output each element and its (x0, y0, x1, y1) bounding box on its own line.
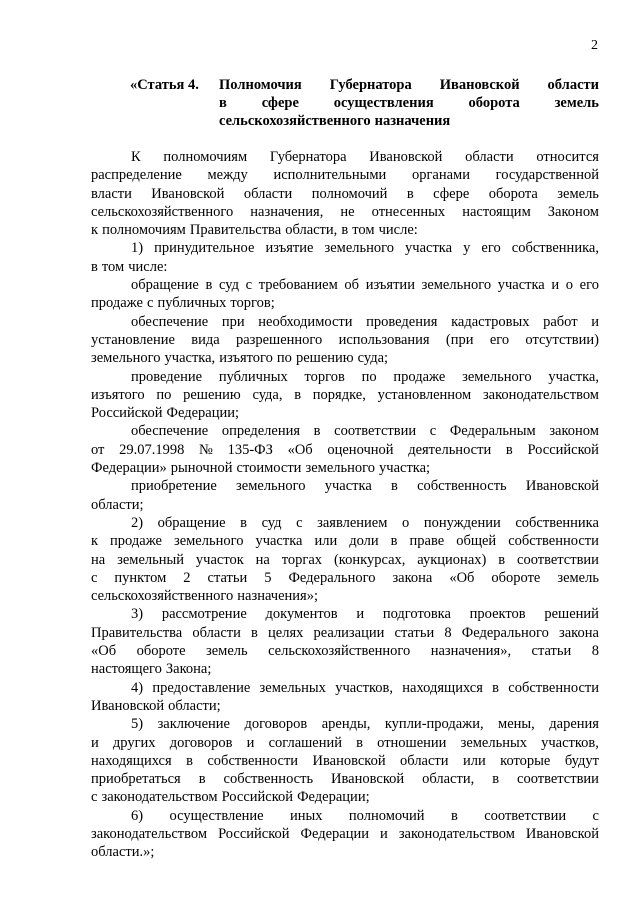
text-line: обеспечение определения в соответствии с Федеральным законом (131, 423, 599, 440)
text-line: распределение между исполнительными органами государственной (91, 167, 599, 184)
text-line: от 29.07.1998 № 135-ФЗ «Об оценочной деятельности в Российской (91, 441, 599, 458)
text-line: власти Ивановской области полномочий в сфере оборота земель (91, 185, 599, 202)
text-line: установление вида разрешенного использования (при его отсутствии) (91, 331, 599, 348)
text-line: 3) рассмотрение документов и подготовка проектов решений (131, 606, 599, 623)
text-line: к продаже земельного участка или доли в праве общей собственности (91, 533, 599, 550)
text-line: в том числе: (91, 258, 168, 275)
text-line: сельскохозяйственного назначения, не отнесенных настоящим Законом (91, 203, 599, 220)
article-label: «Статья 4. (130, 77, 199, 93)
paragraph (91, 313, 599, 368)
text-line: 1) принудительное изъятие земельного участка у его собственника, (131, 240, 599, 257)
paragraph (91, 679, 599, 716)
text-line: находящихся в собственности Ивановской области или которые будут (91, 752, 599, 769)
page-number: 2 (591, 38, 598, 53)
paragraph (91, 514, 599, 605)
paragraph (91, 807, 599, 862)
text-line: К полномочиям Губернатора Ивановской области относится (131, 149, 599, 165)
paragraph (91, 477, 599, 514)
paragraph (91, 276, 599, 313)
article-title-line: в сфере осуществления оборота земель (219, 95, 599, 111)
text-line: 6) осуществление иных полномочий в соответствии с (131, 807, 599, 824)
text-line: «Об обороте земель сельскохозяйственного назначения», статьи 8 (91, 643, 599, 660)
paragraph (91, 715, 599, 806)
text-line: и других договоров и соглашений в отношении земельных участков, (91, 734, 599, 751)
article-title (219, 76, 599, 130)
paragraph (91, 422, 599, 477)
text-line: с пунктом 2 статьи 5 Федерального закона «Об обороте земель (91, 569, 599, 586)
article-title-line: Полномочия Губернатора Ивановской области (219, 77, 599, 93)
paragraph (91, 239, 599, 276)
text-line: сельскохозяйственного назначения»; (91, 588, 318, 605)
paragraph (91, 605, 599, 678)
text-line: 2) обращение в суд с заявлением о понуждении собственника (131, 514, 599, 531)
text-line: изъятого по решению суда, в порядке, установленном законодательством (91, 386, 599, 403)
text-line: к полномочиям Правительства области, в том числе: (91, 222, 418, 239)
text-line: проведение публичных торгов по продаже земельного участка, (131, 368, 599, 385)
text-line: Федерации» рыночной стоимости земельного участка; (91, 460, 431, 477)
text-line: земельного участка, изъятого по решению суда; (91, 350, 389, 367)
text-line: продаже с публичных торгов; (91, 295, 275, 312)
paragraph (91, 368, 599, 423)
text-line: Правительства области в целях реализации статьи 8 Федерального закона (91, 624, 599, 641)
text-line: обеспечение при необходимости проведения кадастровых работ и (131, 313, 599, 330)
text-line: приобретение земельного участка в собственность Ивановской (131, 478, 599, 495)
text-line: Российской Федерации; (91, 405, 240, 422)
text-line: законодательством Российской Федерации и законодательством Ивановской (91, 825, 599, 842)
text-line: области; (91, 496, 144, 513)
text-line: 4) предоставление земельных участков, находящихся в собственности (131, 679, 599, 696)
text-line: области.»; (91, 844, 155, 861)
text-line: приобретаться в собственность Ивановской области, в соответствии (91, 771, 599, 788)
paragraph (91, 148, 599, 239)
text-line: обращение в суд с требованием об изъятии земельного участка и о его (131, 277, 599, 294)
article-body (91, 148, 599, 862)
article-title-line: сельскохозяйственного назначения (219, 113, 451, 129)
text-line: Ивановской области; (91, 697, 221, 714)
text-line: 5) заключение договоров аренды, купли-продажи, мены, дарения (131, 716, 599, 733)
text-line: на земельный участок на торгах (конкурсах, аукционах) в соответствии (91, 551, 599, 568)
text-line: настоящего Закона; (91, 661, 212, 678)
text-line: с законодательством Российской Федерации; (91, 789, 370, 806)
